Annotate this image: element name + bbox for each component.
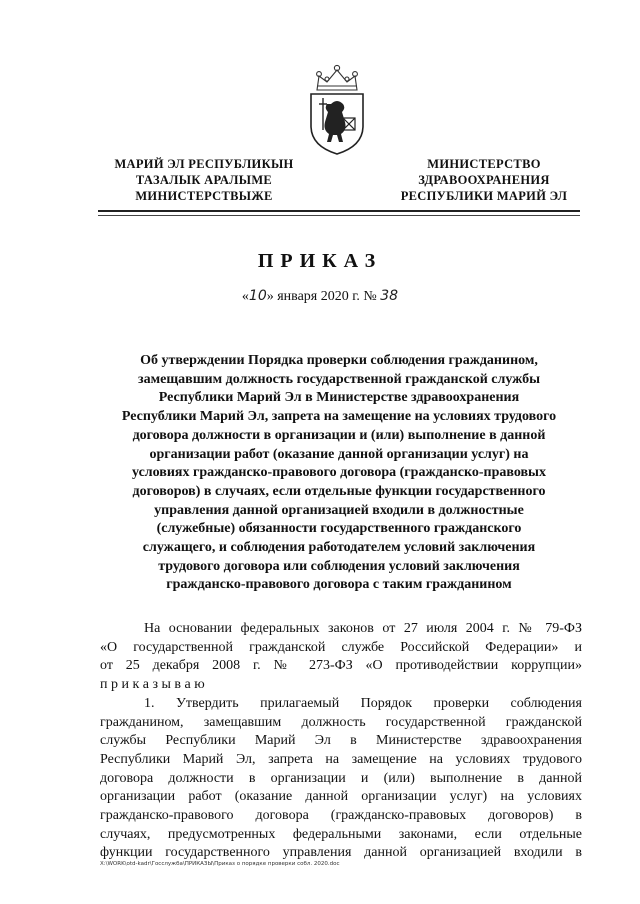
header-right-line: РЕСПУБЛИКИ МАРИЙ ЭЛ	[400, 189, 568, 203]
order-body	[100, 620, 582, 863]
body-line: организации работ (оказание данной организации услуг) на условиях	[100, 789, 582, 805]
header-left-line: ТАЗАЛЫК АРАЛЫМЕ	[135, 173, 273, 187]
date-open-quote: «	[241, 289, 249, 304]
subject-line: управления данной организацией входили в должностные	[154, 502, 524, 518]
date-day: 10	[248, 288, 267, 304]
body-line: гражданином, замещавшим должность государственной гражданской	[100, 714, 582, 730]
header-rule	[98, 210, 580, 212]
subject-line: Республики Марий Эл в Министерстве здравоохранения	[158, 390, 520, 406]
body-line: На основании федеральных законов от 27 июля 2004 г. № 79-ФЗ	[144, 621, 582, 636]
header-left	[100, 156, 308, 204]
subject-line: гражданско-правового договора с таким гражданином	[166, 577, 512, 593]
body-line: функции государственного управления данной организацией входили в	[100, 845, 582, 861]
order-subject	[92, 352, 586, 595]
subject-line: Республики Марий Эл, запрета на замещение на условиях трудового	[121, 409, 557, 425]
body-line: гражданско-правового договора (гражданско-правовых договоров) в	[100, 808, 582, 824]
order-date	[0, 288, 640, 305]
body-line: п р и к а з ы в а ю	[100, 677, 205, 693]
body-line: от 25 декабря 2008 г. № 273-ФЗ «О противодействии коррупции»	[100, 658, 582, 674]
subject-line: договоров) в случаях, если отдельные функции государственного	[132, 483, 546, 499]
mari-el-coat-of-arms-icon	[305, 60, 369, 156]
subject-line: замещавшим должность государственной гражданской службы	[137, 371, 541, 387]
subject-line: (служебные) обязанности государственного гражданского	[156, 521, 522, 537]
subject-line: служащего, и соблюдения работодателем условий заключения	[142, 540, 536, 556]
body-line: Республики Марий Эл, запрета на замещение на условиях трудового	[100, 751, 582, 767]
body-line: договора должности в организации и (или) выполнение в данной	[100, 770, 582, 786]
header-left-line: МАРИЙ ЭЛ РЕСПУБЛИКЫН	[114, 157, 294, 171]
order-number: 38	[380, 288, 399, 304]
header-rule-thin	[98, 215, 580, 216]
subject-line: Об утверждении Порядка проверки соблюдения гражданином,	[140, 353, 538, 368]
subject-line: трудового договора или соблюдения условий заключения	[158, 558, 520, 574]
subject-line: договора должности в организации и (или) выполнение в данной	[132, 427, 546, 443]
header-right	[388, 156, 580, 204]
header-right-line: МИНИСТЕРСТВО	[427, 157, 541, 171]
body-line: случаях, предусмотренных федеральными законами, если отдельные	[100, 826, 582, 842]
date-close-quote: »	[266, 289, 274, 304]
subject-line: условиях гражданско-правового договора (гражданско-правовых	[132, 465, 546, 481]
document-title: ПРИКАЗ	[257, 250, 383, 272]
file-path-footer: X:\WORK\otd-kadr\Госслужба\ПРИКАЗЫ\Приказ о порядке проверки собл. 2020.doc	[100, 861, 340, 867]
header-left-line: МИНИСТЕРСТВЫЖЕ	[135, 189, 273, 203]
date-rest: января 2020 г. №	[273, 289, 381, 304]
header-right-line: ЗДРАВООХРАНЕНИЯ	[418, 173, 550, 187]
body-line: службы Республики Марий Эл в Министерстве здравоохранения	[100, 733, 582, 749]
subject-line: организации работ (оказание данной организации услуг) на	[149, 446, 529, 462]
body-line: «О государственной гражданской службе Российской Федерации» и	[100, 639, 582, 655]
body-line: 1. Утвердить прилагаемый Порядок проверки соблюдения	[144, 695, 582, 711]
